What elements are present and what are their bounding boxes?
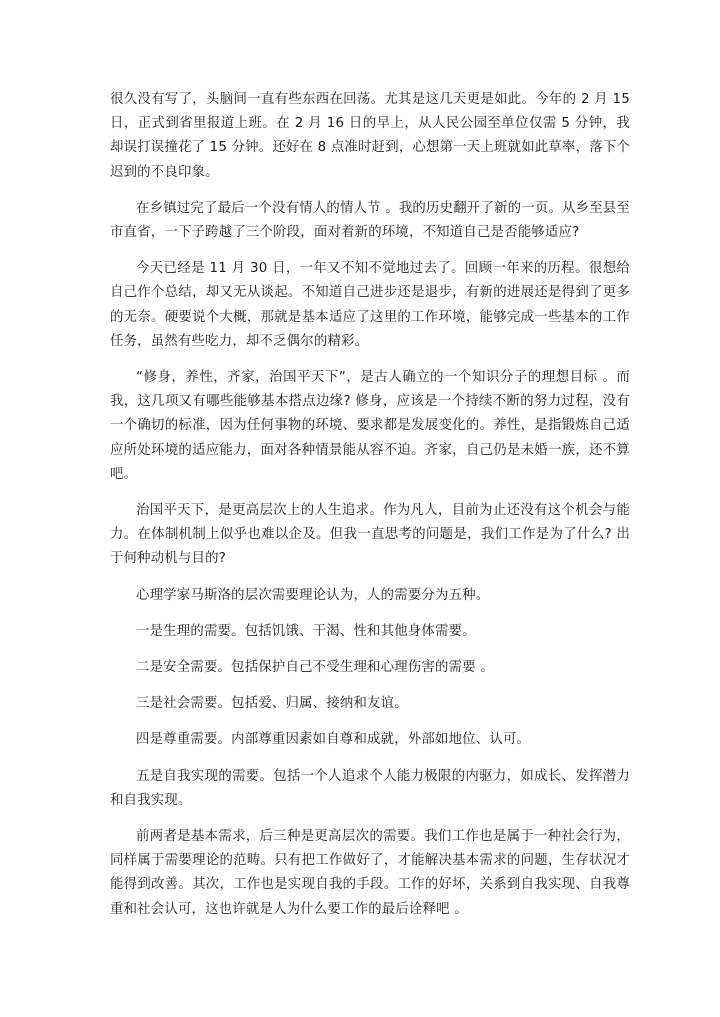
document-body [110,88,630,934]
paragraph-6: 心理学家马斯洛的层次需要理论认为，人的需要分为五种。 [136,587,490,603]
paragraph-5: 治国平天下，是更高层次上的人生追求。作为凡人，目前为止还没有这个机会与能力。在体制机制上似乎也难以企及。但我一直思考的问题是，我们工作是为了什么? 出于何种动机与目的? [110,503,630,567]
paragraph-7: 一是生理的需要。包括饥饿、干渴、性和其他身体需要。 [136,623,476,639]
paragraph-3: 今天已经是 11 月 30 日，一年又不知不觉地过去了。回顾一年来的历程。很想给自己作个总结，却又无从谈起。不知道自己进步还是退步，有新的进展还是得到了更多的无奈。硬要说个大概，那就是基本适应了这里的工作环境，能够完成一些基本的工作任务，虽然有些吃力，却不乏偶尔的精彩。 [110,261,630,349]
paragraph-10: 四是尊重需要。内部尊重因素如自尊和成就，外部如地位、认可。 [136,732,531,748]
paragraph-4: “修身，养性，齐家，治国平天下”，是古人确立的一个知识分子的理想目标 。而我，这几项又有哪些能够基本搭点边缘? 修身，应该是一个持续不断的努力过程，没有一个确切的标准，因为任何事物的环境、要求都是发展变化的。养性，是指锻炼自己适应所处环境的适应能力，面对各种情景能从容不迫。齐家，自己仍是未婚一族，还不算吧。 [110,370,630,482]
paragraph-8: 二是安全需要。包括保护自己不受生理和心理伤害的需要 。 [136,660,494,676]
paragraph-11: 五是自我实现的需要。包括一个人追求个人能力极限的内驱力，如成长、发挥潜力和自我实现。 [110,768,630,808]
paragraph-9: 三是社会需要。包括爱、归属、接纳和友谊。 [136,696,408,712]
paragraph-2: 在乡镇过完了最后一个没有情人的情人节 。我的历史翻开了新的一页。从乡至县至市直省，一下子跨越了三个阶段，面对着新的环境，不知道自己是否能够适应? [110,200,630,241]
paragraph-12: 前两者是基本需求，后三种是更高层次的需要。我们工作也是属于一种社会行为，同样属于需要理论的范畴。只有把工作做好了，才能解决基本需求的问题，生存状况才能得到改善。其次，工作也是实现自我的手段。工作的好坏，关系到自我实现、自我尊重和社会认可，这也许就是人为什么要工作的最后诠释吧 。 [110,829,630,917]
paragraph-1: 很久没有写了，头脑间一直有些东西在回荡。尤其是这几天更是如此。今年的 2 月 15 日，正式到省里报道上班。在 2 月 16 日的早上，从人民公园至单位仅需 5 分钟，我却误打误撞花了 15 分钟。还好在 8 点准时赶到，心想第一天上班就如此草率，落下个迟到的不良印象。 [110,92,630,180]
